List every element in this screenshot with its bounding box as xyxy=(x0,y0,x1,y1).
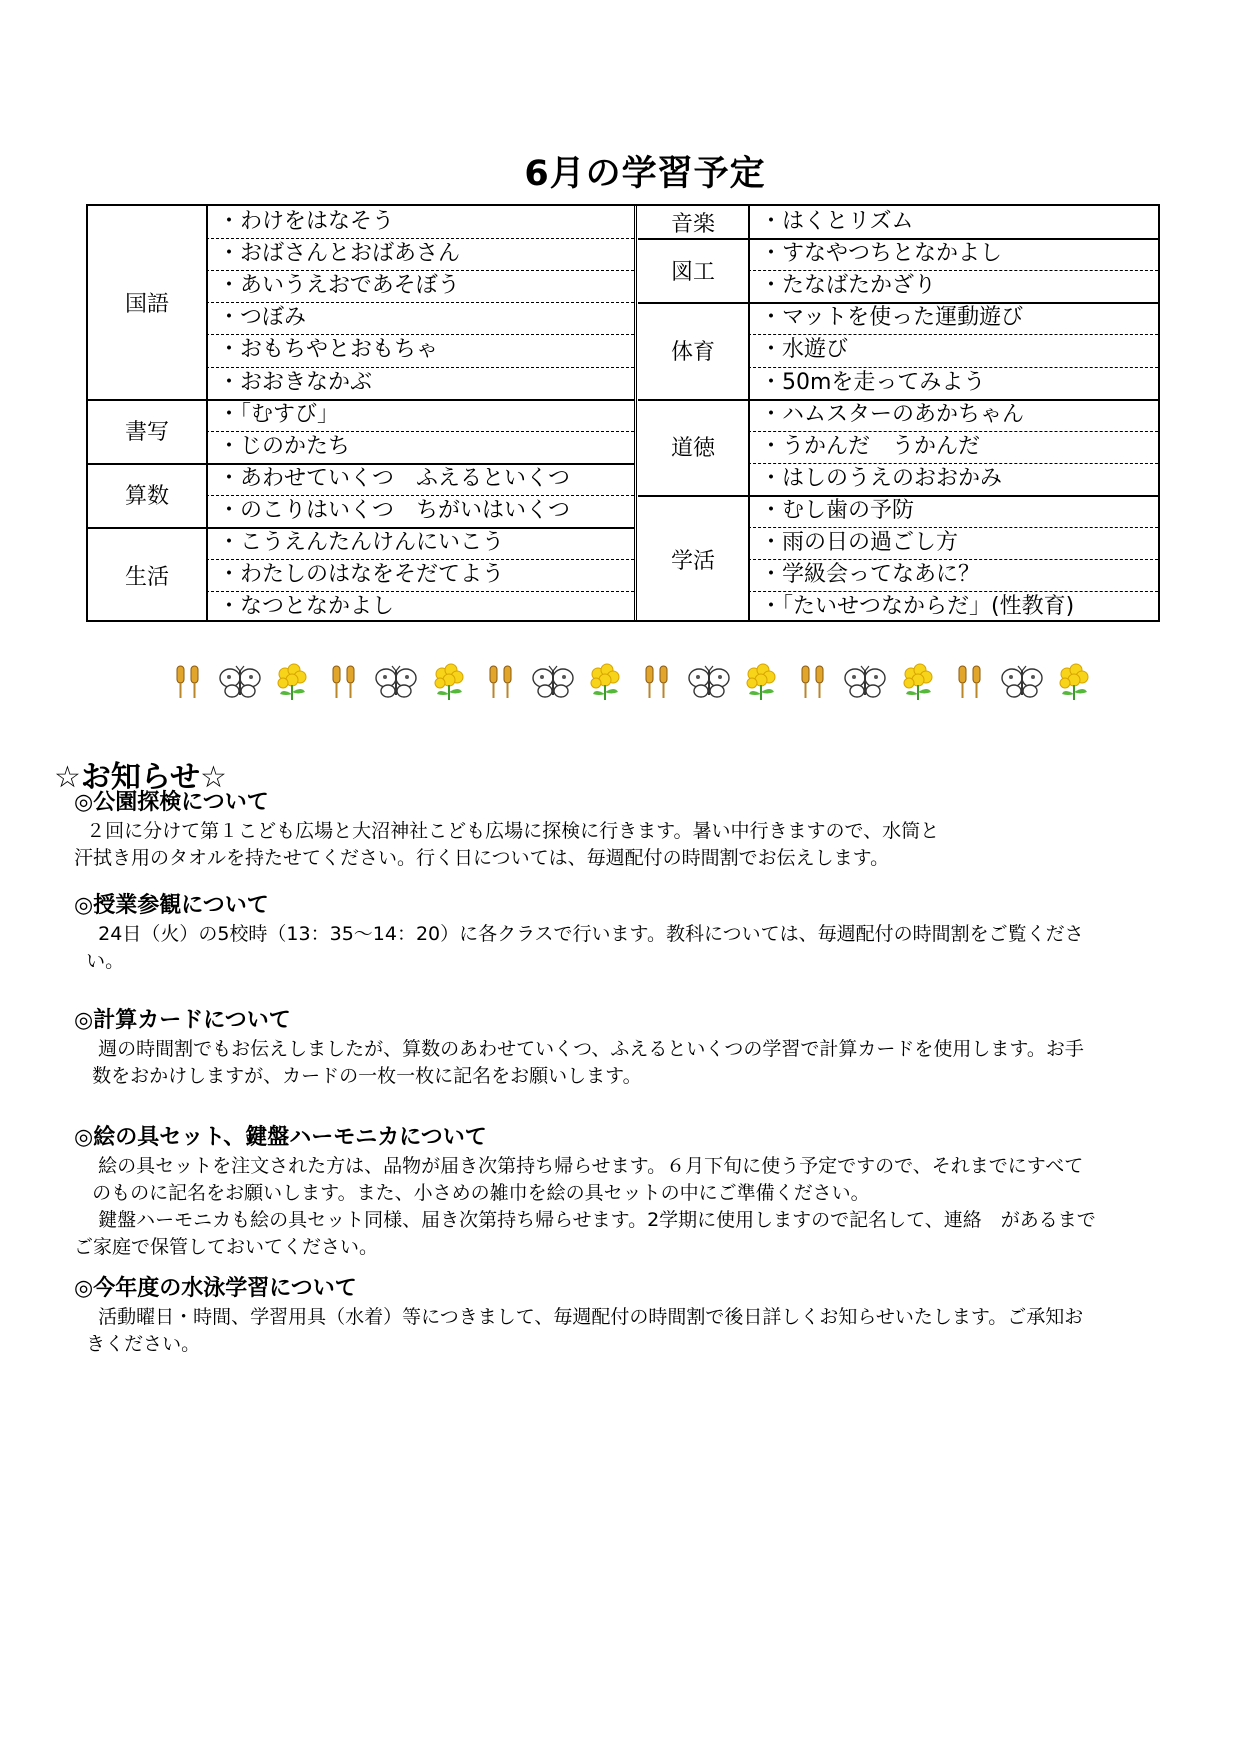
butterfly-icon xyxy=(687,660,731,704)
row-divider xyxy=(748,334,1158,335)
notice-body: 絵の具セットを注文された方は、品物が届き次第持ち帰らせます。６月下旬に使う予定ですので、それまでにすべて のものに記名をお願いします。また、小さめの雑巾を絵の具セットの中にご準備ください。 鍵盤ハーモニカも絵の具セット同様、届き次第持ち帰らせます。2学期に使用しますので記名して、連絡 があるまで ご家庭で保管しておいてください。 xyxy=(74,1155,1096,1258)
row-divider xyxy=(748,463,1158,464)
schedule-item: ・のこりはいくつ ちがいはいくつ xyxy=(218,497,571,523)
subject-label: 体育 xyxy=(670,339,715,365)
flower-icon xyxy=(583,660,627,704)
schedule-item: ・おもちやとおもちゃ xyxy=(218,337,439,363)
row-divider xyxy=(206,367,634,368)
butterfly-icon xyxy=(218,660,262,704)
subject-label: 国語 xyxy=(124,291,169,317)
notice-park xyxy=(74,788,1174,872)
schedule-item: ・はくとリズム xyxy=(760,209,914,234)
cattail-icon xyxy=(948,660,992,704)
butterfly-icon xyxy=(843,660,887,704)
schedule-item: ・おばさんとおばあさん xyxy=(218,241,461,267)
cattail-icon xyxy=(479,660,523,704)
row-divider xyxy=(206,334,634,335)
schedule-table xyxy=(86,204,1160,622)
row-divider xyxy=(206,302,634,303)
notice-paint-harmonica xyxy=(74,1123,1174,1261)
subject-label: 学活 xyxy=(670,548,715,574)
schedule-item: ・水遊び xyxy=(760,337,849,363)
row-divider xyxy=(206,495,634,496)
column-divider xyxy=(206,206,208,620)
notice-observation xyxy=(74,891,1174,975)
schedule-item: ・はしのうえのおおかみ xyxy=(760,465,1003,491)
butterfly-icon xyxy=(1000,660,1044,704)
subject-label: 書写 xyxy=(124,420,169,446)
page-title: 6月の学習予定 xyxy=(524,154,766,194)
column-divider xyxy=(748,206,750,620)
flower-icon xyxy=(270,660,314,704)
notice-title: ◎公園探検について xyxy=(74,790,269,815)
notice-title: ◎授業参観について xyxy=(74,893,269,918)
notices-heading: ☆お知らせ☆ xyxy=(54,760,227,795)
schedule-item: ・おおきなかぶ xyxy=(218,369,373,395)
butterfly-icon xyxy=(531,660,575,704)
row-divider xyxy=(206,431,634,432)
schedule-item: ・ハムスターのあかちゃん xyxy=(760,401,1025,427)
schedule-item: ・わけをはなそう xyxy=(218,209,395,234)
cattail-icon xyxy=(791,660,835,704)
subject-label: 生活 xyxy=(124,564,169,590)
subject-label: 図工 xyxy=(670,259,715,285)
row-divider xyxy=(748,559,1158,560)
butterfly-icon xyxy=(374,660,418,704)
row-divider xyxy=(206,591,634,592)
cattail-icon xyxy=(635,660,679,704)
notice-body: 週の時間割でもお伝えしましたが、算数のあわせていくつ、ふえるといくつの学習で計算カードを使用します。お手 数をおかけしますが、カードの一枚一枚に記名をお願いします。 xyxy=(92,1038,1084,1087)
schedule-item: ・むし歯の予防 xyxy=(760,497,915,523)
row-divider xyxy=(748,367,1158,368)
center-divider xyxy=(634,206,637,620)
subject-label: 道徳 xyxy=(670,436,715,462)
schedule-item: ・なつとなかよし xyxy=(218,594,395,620)
schedule-item: ・すなやつちとなかよし xyxy=(760,241,1003,267)
notice-body: ２回に分けて第１こども広場と大沼神社こども広場に探検に行きます。暑い中行きますので、水筒と 汗拭き用のタオルを持たせてください。行く日については、毎週配付の時間割でお伝えします。 xyxy=(74,820,940,869)
flower-icon xyxy=(739,660,783,704)
flower-icon xyxy=(896,660,940,704)
cattail-icon xyxy=(166,660,210,704)
schedule-item: ・マットを使った運動遊び xyxy=(760,305,1024,331)
schedule-item: ・じのかたち xyxy=(218,433,351,459)
notice-body: 24日（火）の5校時（13：35～14：20）に各クラスで行います。教科については、毎週配付の時間割をご覧くださ い。 xyxy=(86,923,1084,972)
schedule-item: ・学級会ってなあに？ xyxy=(760,562,981,588)
subject-label: 音楽 xyxy=(670,211,715,237)
row-divider xyxy=(748,270,1158,271)
schedule-item: ・わたしのはなをそだてよう xyxy=(218,562,505,588)
schedule-item: ・あわせていくつ ふえるといくつ xyxy=(218,465,571,491)
notice-calc-cards xyxy=(74,1006,1174,1090)
row-divider xyxy=(748,431,1158,432)
schedule-item: ・うかんだ うかんだ xyxy=(760,433,981,459)
row-divider xyxy=(206,238,634,239)
flower-icon xyxy=(1052,660,1096,704)
row-divider xyxy=(748,527,1158,528)
flower-icon xyxy=(427,660,471,704)
row-divider xyxy=(206,270,634,271)
row-divider xyxy=(748,591,1158,592)
notice-title: ◎今年度の水泳学習について xyxy=(74,1276,357,1301)
schedule-item: ・50mを走ってみよう xyxy=(760,369,986,395)
schedule-item: ・「むすび」 xyxy=(218,401,340,427)
notice-title: ◎絵の具セット、鍵盤ハーモニカについて xyxy=(74,1125,487,1150)
schedule-item: ・雨の日の過ごし方 xyxy=(760,530,959,555)
decorative-border xyxy=(166,660,1096,704)
row-divider xyxy=(206,559,634,560)
cattail-icon xyxy=(322,660,366,704)
notice-swimming xyxy=(74,1274,1174,1358)
schedule-item: ・こうえんたんけんにいこう xyxy=(218,530,505,555)
schedule-item: ・「たいせつなからだ」(性教育) xyxy=(760,594,1075,620)
notice-title: ◎計算カードについて xyxy=(74,1008,291,1033)
notice-body: 活動曜日・時間、学習用具（水着）等につきまして、毎週配付の時間割で後日詳しくお知らせいたします。ご承知お きください。 xyxy=(86,1306,1084,1355)
schedule-item: ・たなばたかざり xyxy=(760,273,937,299)
schedule-item: ・あいうえおであそぼう xyxy=(218,273,460,299)
subject-label: 算数 xyxy=(124,484,169,510)
schedule-item: ・つぼみ xyxy=(218,305,307,331)
